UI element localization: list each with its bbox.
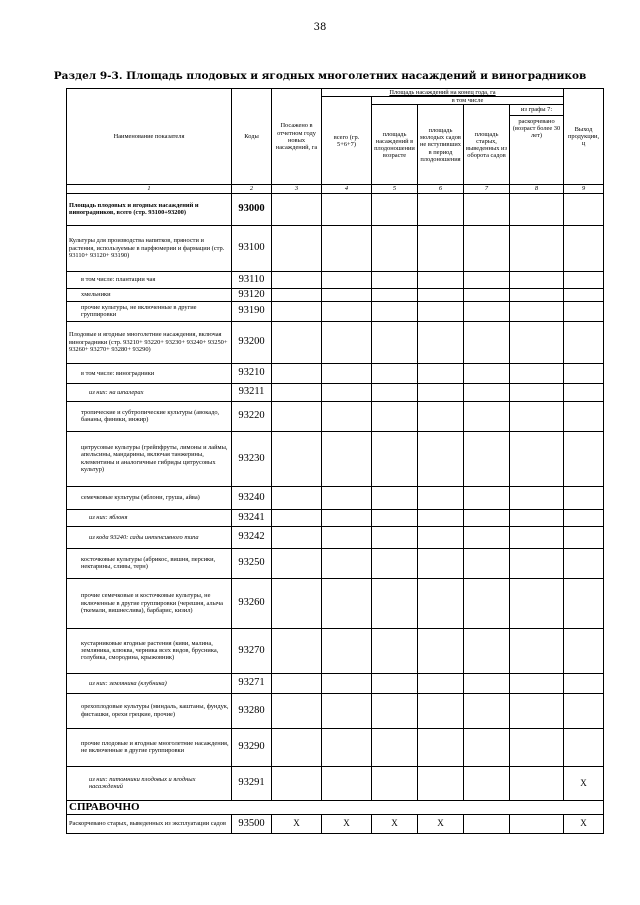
data-cell[interactable]	[564, 548, 604, 578]
row-code: 93291	[232, 766, 272, 800]
row-code: 93241	[232, 509, 272, 526]
table-row	[67, 766, 604, 800]
data-cell[interactable]	[418, 693, 464, 728]
data-cell[interactable]	[322, 766, 372, 800]
data-cell[interactable]	[322, 693, 372, 728]
header-uprooting	[510, 105, 564, 185]
header-code: Коды	[232, 89, 272, 185]
row-name: из них: питомники плодовых и ягодных насаждений	[67, 766, 232, 800]
data-cell[interactable]	[510, 766, 564, 800]
data-cell[interactable]	[418, 509, 464, 526]
data-cell[interactable]	[464, 693, 510, 728]
header-total: всего (гр. 5+6+7)	[322, 97, 372, 185]
data-cell[interactable]	[272, 526, 322, 548]
data-cell[interactable]	[464, 728, 510, 766]
data-cell[interactable]	[464, 383, 510, 401]
data-cell[interactable]	[510, 225, 564, 271]
row-name: Плодовые и ягодные многолетние насаждения, включая виноградники (стр. 93210+ 93220+ 93230+ 93240+ 93250+ 93260+ 93270+ 93280+ 93290)	[67, 321, 232, 363]
table-row	[67, 673, 604, 693]
cross-mark: Х	[564, 766, 604, 800]
data-cell[interactable]	[372, 271, 418, 288]
data-cell[interactable]	[510, 628, 564, 673]
table-row	[67, 486, 604, 509]
data-cell[interactable]	[564, 728, 604, 766]
data-cell[interactable]	[564, 578, 604, 628]
data-cell[interactable]	[272, 766, 322, 800]
data-cell[interactable]	[564, 271, 604, 288]
data-cell[interactable]	[322, 225, 372, 271]
data-cell[interactable]	[372, 321, 418, 363]
table-row	[67, 401, 604, 431]
row-name: Культуры для производства напитков, пряности и растения, используемые в парфюмерии и фармации (стр. 93110+ 93120+ 93190)	[67, 225, 232, 271]
data-cell[interactable]	[464, 766, 510, 800]
data-cell[interactable]	[322, 431, 372, 486]
data-cell[interactable]	[372, 486, 418, 509]
data-cell[interactable]	[564, 321, 604, 363]
data-cell[interactable]	[272, 509, 322, 526]
data-cell[interactable]	[564, 193, 604, 225]
row-code: 93220	[232, 401, 272, 431]
data-cell[interactable]	[322, 193, 372, 225]
data-cell[interactable]	[464, 548, 510, 578]
data-cell[interactable]	[564, 288, 604, 301]
table-row	[67, 728, 604, 766]
data-cell[interactable]	[322, 548, 372, 578]
header-from-col7: из графы 7:	[510, 105, 563, 115]
row-name: из кода 93240: сады интенсивного типа	[67, 526, 232, 548]
reference-heading: СПРАВОЧНО	[67, 800, 604, 814]
row-name: в том числе: виноградники	[67, 363, 232, 383]
table-row	[67, 321, 604, 363]
data-cell[interactable]	[372, 193, 418, 225]
row-code: 93000	[232, 193, 272, 225]
data-cell[interactable]	[322, 271, 372, 288]
row-name: из них: яблоня	[67, 509, 232, 526]
data-cell[interactable]	[510, 693, 564, 728]
data-cell[interactable]	[418, 225, 464, 271]
header-in-that-number: в том числе	[372, 97, 564, 105]
data-cell[interactable]	[464, 486, 510, 509]
row-code: 93250	[232, 548, 272, 578]
data-cell[interactable]	[464, 363, 510, 383]
table-row	[67, 193, 604, 225]
table-row	[67, 301, 604, 321]
data-cell[interactable]	[510, 301, 564, 321]
row-code: 93280	[232, 693, 272, 728]
data-cell[interactable]	[272, 693, 322, 728]
data-cell[interactable]	[464, 401, 510, 431]
header-fruiting: площадь насаждений в плодоношении возрасте	[372, 105, 418, 185]
row-name: прочие семечковые и косточковые культуры, не включенные в другие группировки (черешня, алыча (ткемали, вишнеслива), барбарис, кизил)	[67, 578, 232, 628]
row-name: прочие культуры, не включенные в другие группировки	[67, 301, 232, 321]
data-cell[interactable]	[510, 548, 564, 578]
cross-mark: Х	[322, 814, 372, 833]
data-cell[interactable]	[272, 431, 322, 486]
row-name: орехоплодовые культуры (миндаль, каштаны, фундук, фисташки, орехи грецкие, прочие)	[67, 693, 232, 728]
data-cell[interactable]	[322, 578, 372, 628]
data-cell[interactable]	[272, 628, 322, 673]
data-cell[interactable]	[322, 628, 372, 673]
row-name: цитрусовые культуры (грейпфруты, лимоны и лаймы, апельсины, мандарины, включая танжерины, клементины и аналогичные гибриды цитрусовых культур)	[67, 431, 232, 486]
data-cell[interactable]	[464, 225, 510, 271]
column-numbers-row	[67, 185, 604, 193]
data-cell[interactable]	[372, 509, 418, 526]
column-number: 3	[272, 185, 322, 193]
data-cell[interactable]	[372, 673, 418, 693]
column-number: 6	[418, 185, 464, 193]
data-cell[interactable]	[322, 509, 372, 526]
data-cell[interactable]	[322, 401, 372, 431]
data-cell[interactable]	[272, 288, 322, 301]
data-cell[interactable]	[418, 383, 464, 401]
data-cell[interactable]	[464, 193, 510, 225]
data-cell[interactable]	[510, 526, 564, 548]
data-cell[interactable]	[564, 431, 604, 486]
data-cell[interactable]	[418, 321, 464, 363]
row-code: 93240	[232, 486, 272, 509]
row-code: 93271	[232, 673, 272, 693]
header-uprooting-label: раскорчевано (возраст более 30 лет)	[512, 117, 561, 140]
reference-row-name: Раскорчевано старых, выведенных из эксплуатации садов	[67, 814, 232, 833]
data-cell[interactable]	[510, 509, 564, 526]
row-code: 93200	[232, 321, 272, 363]
data-cell[interactable]	[322, 363, 372, 383]
data-cell[interactable]	[272, 383, 322, 401]
data-cell[interactable]	[418, 363, 464, 383]
data-cell[interactable]	[510, 673, 564, 693]
data-cell[interactable]	[510, 431, 564, 486]
row-code: 93211	[232, 383, 272, 401]
row-name: Площадь плодовых и ягодных насаждений и виноградников, всего (стр. 93100+93200)	[67, 193, 232, 225]
data-cell[interactable]	[418, 301, 464, 321]
data-cell[interactable]	[272, 401, 322, 431]
data-cell[interactable]	[418, 526, 464, 548]
reference-heading-row	[67, 800, 604, 814]
data-cell[interactable]	[510, 193, 564, 225]
row-name: из них: земляника (клубника)	[67, 673, 232, 693]
data-cell[interactable]	[272, 193, 322, 225]
data-cell[interactable]	[272, 225, 322, 271]
data-cell[interactable]	[564, 673, 604, 693]
data-cell[interactable]	[564, 628, 604, 673]
data-cell[interactable]	[564, 509, 604, 526]
table-row	[67, 548, 604, 578]
data-cell[interactable]	[418, 766, 464, 800]
data-cell[interactable]	[464, 673, 510, 693]
data-cell[interactable]	[464, 578, 510, 628]
data-cell[interactable]	[322, 728, 372, 766]
table-row	[67, 693, 604, 728]
row-code: 93242	[232, 526, 272, 548]
data-cell[interactable]	[322, 526, 372, 548]
data-cell[interactable]	[510, 321, 564, 363]
data-cell[interactable]	[564, 486, 604, 509]
data-cell[interactable]	[418, 578, 464, 628]
data-cell[interactable]	[510, 271, 564, 288]
data-cell[interactable]	[564, 225, 604, 271]
cross-mark: Х	[372, 814, 418, 833]
column-number: 2	[232, 185, 272, 193]
page-number: 38	[313, 22, 327, 33]
reference-row	[67, 814, 604, 833]
header-yield: Выход продукции, ц	[564, 89, 604, 185]
data-cell[interactable]	[464, 814, 510, 833]
row-code: 93210	[232, 363, 272, 383]
data-cell[interactable]	[510, 814, 564, 833]
row-code: 93230	[232, 431, 272, 486]
data-cell[interactable]	[372, 431, 418, 486]
row-name: прочие плодовые и ягодные многолетние насаждения, не включенные в другие группировки	[67, 728, 232, 766]
row-code: 93110	[232, 271, 272, 288]
data-cell[interactable]	[372, 578, 418, 628]
data-cell[interactable]	[372, 363, 418, 383]
header-planted: Посажено в отчетном году новых насаждений, га	[272, 89, 322, 185]
row-code: 93270	[232, 628, 272, 673]
data-cell[interactable]	[510, 383, 564, 401]
column-number: 1	[67, 185, 232, 193]
data-cell[interactable]	[272, 321, 322, 363]
data-cell[interactable]	[464, 301, 510, 321]
data-cell[interactable]	[564, 301, 604, 321]
table-row	[67, 526, 604, 548]
table-row	[67, 628, 604, 673]
data-cell[interactable]	[418, 401, 464, 431]
row-name: кустарниковые ягодные растения (киви, малина, земляника, клюква, черника всех видов, брусника, голубика, смородина, крыжовник)	[67, 628, 232, 673]
row-code: 93100	[232, 225, 272, 271]
data-cell[interactable]	[272, 301, 322, 321]
data-cell[interactable]	[372, 401, 418, 431]
row-code: 93190	[232, 301, 272, 321]
row-code: 93260	[232, 578, 272, 628]
data-cell[interactable]	[564, 693, 604, 728]
row-name: хмельники	[67, 288, 232, 301]
data-cell[interactable]	[510, 401, 564, 431]
header-young: площадь молодых садов не вступивших в период плодоношения	[418, 105, 464, 185]
row-name: тропические и субтропические культуры (авокадо, бананы, финики, инжир)	[67, 401, 232, 431]
table-row	[67, 431, 604, 486]
table-row	[67, 383, 604, 401]
data-cell[interactable]	[372, 628, 418, 673]
header-area-group: Площадь насаждений на конец года, га	[322, 89, 564, 97]
row-name: из них: на шпалерах	[67, 383, 232, 401]
table-row	[67, 271, 604, 288]
data-cell[interactable]	[272, 548, 322, 578]
data-cell[interactable]	[464, 526, 510, 548]
data-cell[interactable]	[322, 288, 372, 301]
data-cell[interactable]	[372, 301, 418, 321]
data-cell[interactable]	[272, 578, 322, 628]
table-row	[67, 509, 604, 526]
data-cell[interactable]	[464, 288, 510, 301]
row-name: косточковые культуры (абрикос, вишня, персики, нектарины, сливы, терн)	[67, 548, 232, 578]
data-cell[interactable]	[372, 766, 418, 800]
data-cell[interactable]	[272, 363, 322, 383]
data-cell[interactable]	[418, 193, 464, 225]
data-cell[interactable]	[418, 288, 464, 301]
data-cell[interactable]	[322, 321, 372, 363]
data-cell[interactable]	[372, 728, 418, 766]
row-name: семечковые культуры (яблони, груша, айва)	[67, 486, 232, 509]
header-name: Наименование показателя	[67, 89, 232, 185]
data-cell[interactable]	[510, 578, 564, 628]
data-cell[interactable]	[272, 673, 322, 693]
section-title: Раздел 9-3. Площадь плодовых и ягодных многолетних насаждений и виноградников	[53, 70, 587, 82]
row-name: в том числе: плантации чая	[67, 271, 232, 288]
cross-mark: Х	[272, 814, 322, 833]
table-row	[67, 363, 604, 383]
header-old: площадь старых, выведенных из оборота садов	[464, 105, 510, 185]
cross-mark: Х	[564, 814, 604, 833]
table-row	[67, 225, 604, 271]
data-cell[interactable]	[372, 693, 418, 728]
data-cell[interactable]	[564, 401, 604, 431]
data-cell[interactable]	[322, 673, 372, 693]
column-number: 5	[372, 185, 418, 193]
data-cell[interactable]	[372, 288, 418, 301]
data-cell[interactable]	[564, 383, 604, 401]
data-cell[interactable]	[322, 486, 372, 509]
data-cell[interactable]	[464, 271, 510, 288]
data-cell[interactable]	[322, 301, 372, 321]
row-code: 93290	[232, 728, 272, 766]
column-number: 9	[564, 185, 604, 193]
data-cell[interactable]	[418, 431, 464, 486]
area-table	[66, 88, 604, 834]
table-row	[67, 288, 604, 301]
data-cell[interactable]	[464, 321, 510, 363]
data-cell[interactable]	[418, 628, 464, 673]
data-cell[interactable]	[510, 288, 564, 301]
data-cell[interactable]	[418, 271, 464, 288]
data-cell[interactable]	[564, 526, 604, 548]
data-cell[interactable]	[464, 509, 510, 526]
column-number: 4	[322, 185, 372, 193]
data-cell[interactable]	[372, 383, 418, 401]
data-cell[interactable]	[372, 548, 418, 578]
data-cell[interactable]	[272, 728, 322, 766]
data-cell[interactable]	[510, 363, 564, 383]
column-number: 8	[510, 185, 564, 193]
data-cell[interactable]	[564, 363, 604, 383]
data-cell[interactable]	[372, 225, 418, 271]
data-cell[interactable]	[464, 431, 510, 486]
data-cell[interactable]	[272, 486, 322, 509]
data-cell[interactable]	[418, 728, 464, 766]
data-cell[interactable]	[272, 271, 322, 288]
row-code: 93120	[232, 288, 272, 301]
cross-mark: Х	[418, 814, 464, 833]
reference-row-code: 93500	[232, 814, 272, 833]
data-cell[interactable]	[418, 486, 464, 509]
data-cell[interactable]	[464, 628, 510, 673]
data-cell[interactable]	[510, 728, 564, 766]
data-cell[interactable]	[418, 548, 464, 578]
data-cell[interactable]	[418, 673, 464, 693]
data-cell[interactable]	[322, 383, 372, 401]
column-number: 7	[464, 185, 510, 193]
table-row	[67, 578, 604, 628]
data-cell[interactable]	[510, 486, 564, 509]
data-cell[interactable]	[372, 526, 418, 548]
